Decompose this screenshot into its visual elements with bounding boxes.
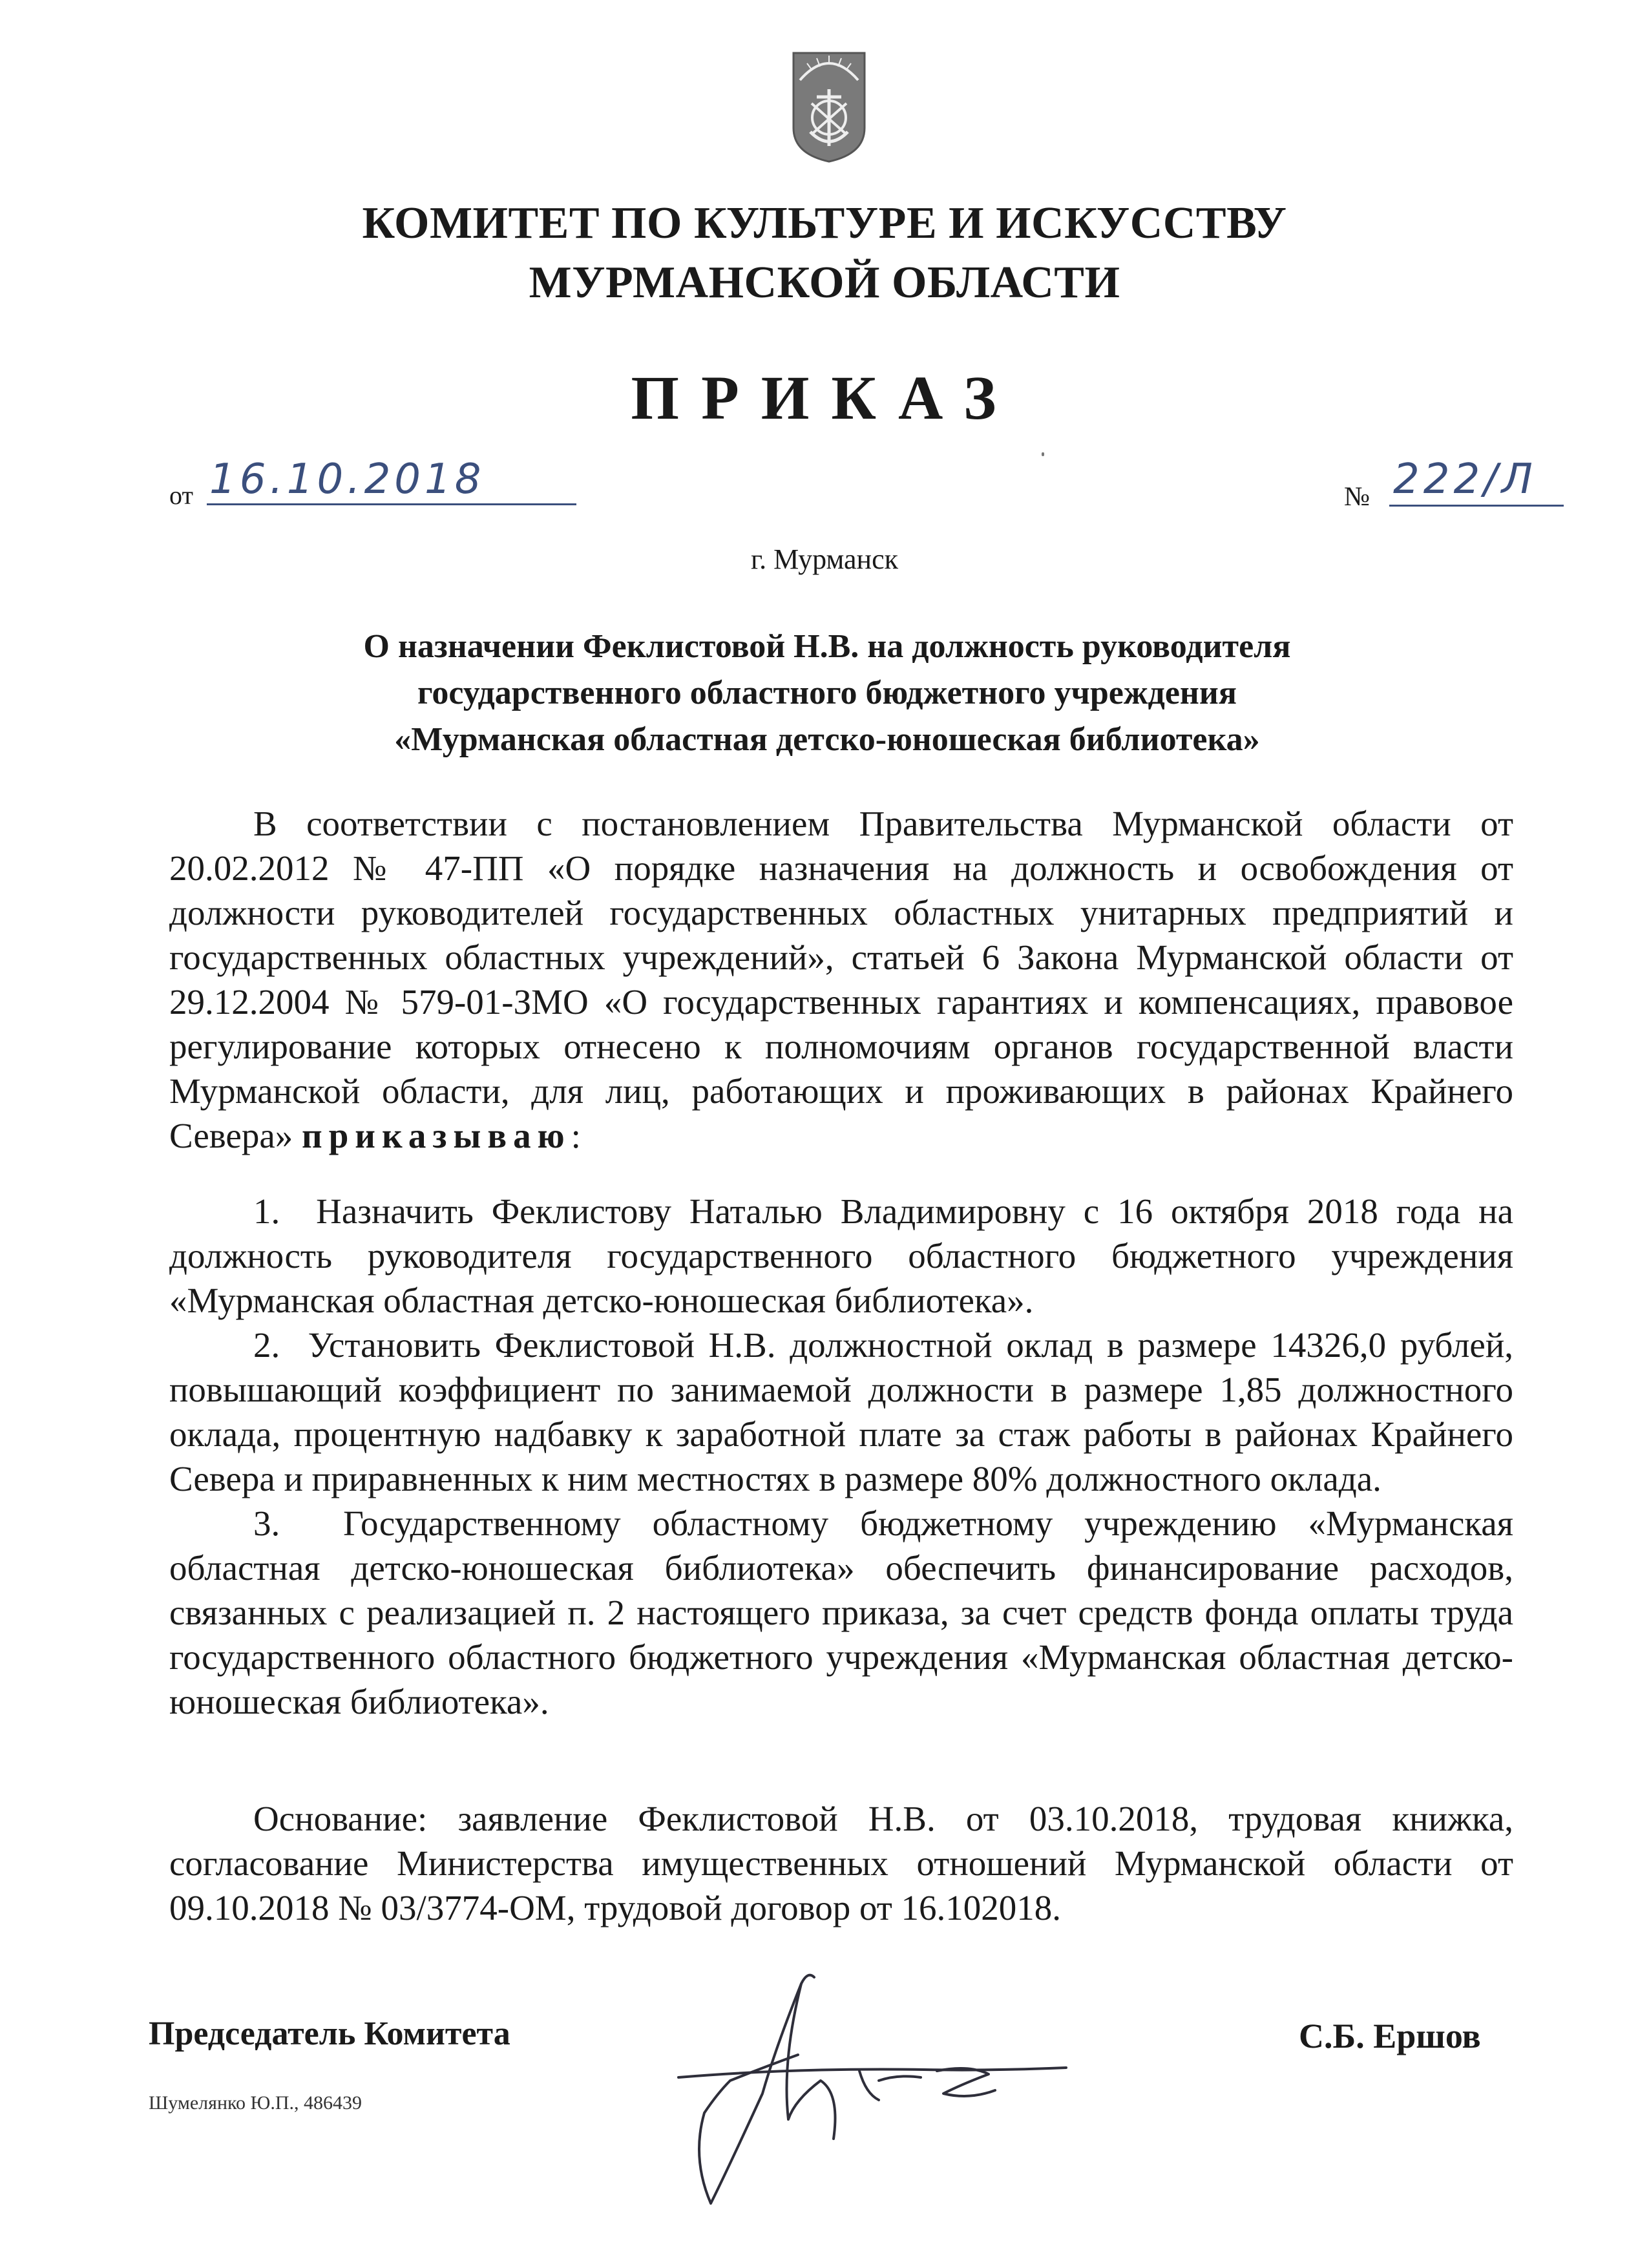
signer-name: С.Б. Ершов [1299, 2017, 1481, 2055]
date-prefix: от [169, 481, 193, 510]
organization-line-2: МУРМАНСКОЙ ОБЛАСТИ [529, 258, 1120, 308]
city: г. Мурманск [751, 543, 898, 575]
date-underline [207, 503, 576, 505]
number-underline [1389, 505, 1564, 507]
coat-of-arms-emblem [791, 50, 867, 164]
date-handwritten: 16.10.2018 [209, 456, 485, 503]
signer-title: Председатель Комитета [149, 2015, 510, 2052]
number-prefix: № [1344, 482, 1371, 512]
subject-line-2: государственного областного бюджетного учреждения [417, 675, 1237, 711]
order-colon: : [571, 1116, 581, 1155]
item-text: Государственному областному бюджетному учреждению «Мурманская областная детско-юношеская библиотека» обеспечить финансирование расходов, связанных с реализацией п. 2 настоящего приказа, за счет средств фонда оплаты труда государственного областного бюджетного учреждения «Мурманская областная детско-юношеская библиотека». [169, 1504, 1513, 1721]
item-number: 1. [253, 1192, 280, 1231]
basis-paragraph [169, 1796, 1513, 1930]
order-items [169, 1189, 1513, 1724]
basis-text: Основание: заявление Феклистовой Н.В. от 03.10.2018, трудовая книжка, согласование Министерства имущественных отношений Мурманской области от 09.10.2018 № 03/3774-ОМ, трудовой договор от 16.102018. [169, 1799, 1513, 1927]
organization-line-1: КОМИТЕТ ПО КУЛЬТУРЕ И ИСКУССТВУ [362, 198, 1287, 248]
scan-speck [1042, 452, 1044, 456]
handwritten-signature [666, 1945, 1092, 2216]
order-word: приказываю [302, 1116, 571, 1155]
subject-line-1: О назначении Феклистовой Н.В. на должность руководителя [363, 628, 1291, 665]
organization-name [0, 194, 1649, 313]
order-item [169, 1323, 1513, 1501]
subject-line-3: «Мурманская областная детско-юношеская библиотека» [394, 721, 1260, 758]
executor-contact: Шумелянко Ю.П., 486439 [149, 2092, 362, 2114]
document-type-title: ПРИКАЗ [631, 363, 1018, 432]
order-item [169, 1189, 1513, 1323]
order-item [169, 1501, 1513, 1724]
preamble-paragraph [169, 801, 1513, 1158]
item-number: 2. [253, 1325, 280, 1365]
item-text: Назначить Феклистову Наталью Владимировну с 16 октября 2018 года на должность руководителя государственного областного бюджетного учреждения «Мурманская областная детско-юношеская библиотека». [169, 1192, 1513, 1320]
number-handwritten: 222/Л [1393, 456, 1537, 503]
item-text: Установить Феклистовой Н.В. должностной оклад в размере 14326,0 рублей, повышающий коэффициент по занимаемой должности в размере 1,85 должностного оклада, процентную надбавку к заработной плате за стаж работы в районах Крайнего Севера и приравненных к ним местностях в размере 80% должностного оклада. [169, 1325, 1514, 1498]
item-number: 3. [253, 1504, 280, 1543]
preamble-text: В соответствии с постановлением Правительства Мурманской области от 20.02.2012 № 47-ПП «О порядке назначения на должность и освобождения от должности руководителей государственных областных унитарных предприятий и государственных областных учреждений», статьей 6 Закона Мурманской области от 29.12.2004 № 579-01-ЗМО «О государственных гарантиях и компенсациях, правовое регулирование которых отнесено к полномочиям органов государственной власти Мурманской области, для лиц, работающих и проживающих в районах Крайнего Севера» [169, 804, 1513, 1155]
order-subject [246, 624, 1409, 763]
